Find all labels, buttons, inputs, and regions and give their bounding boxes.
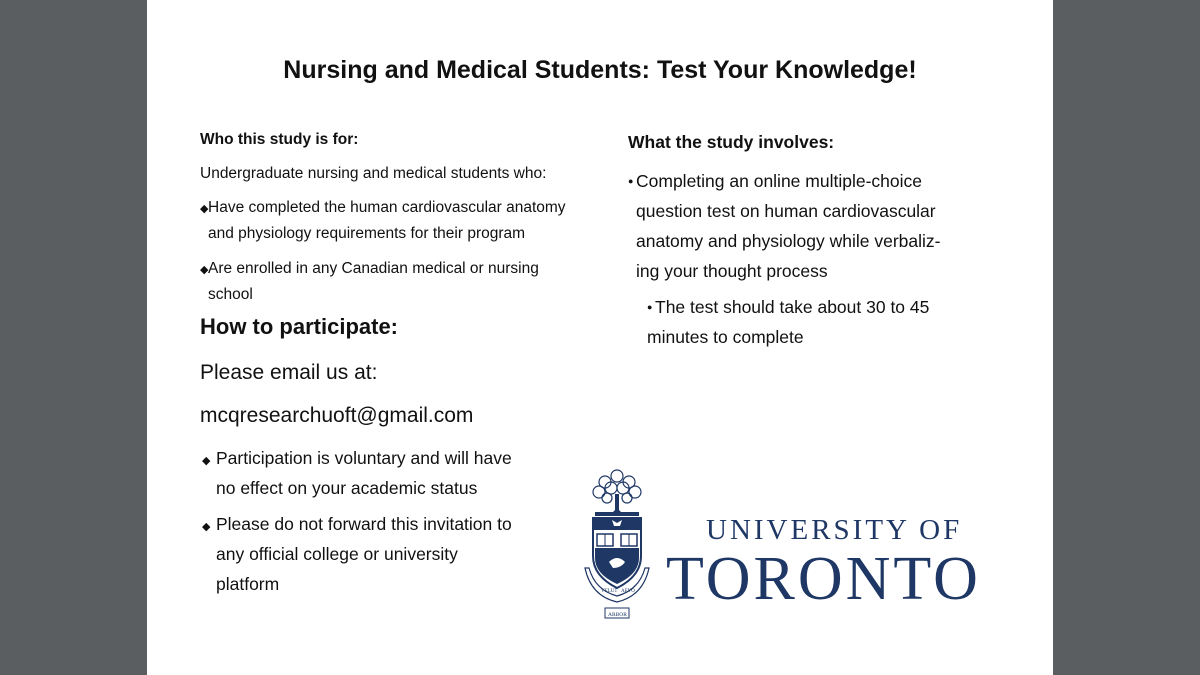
who-intro: Undergraduate nursing and medical students who: — [200, 165, 547, 182]
dot-bullet-icon: ● — [647, 302, 653, 312]
note-1-line1: Participation is voluntary and will have — [216, 448, 512, 468]
diamond-bullet-icon: ◆ — [202, 455, 211, 467]
note-2-line1: Please do not forward this invitation to — [216, 514, 512, 534]
note-2-line2: any official college or university — [216, 544, 458, 564]
motto-right: AEVO — [621, 589, 635, 594]
who-item-2-line2: school — [208, 286, 253, 303]
logo-university-of: UNIVERSITY OF — [706, 514, 963, 546]
motto-left: VELUT — [601, 589, 618, 594]
diamond-bullet-icon: ◆ — [200, 203, 209, 215]
involves-heading: What the study involves: — [628, 132, 835, 152]
involves-item-line2: question test on human cardiovascular — [636, 201, 936, 221]
involves-item-line4: ing your thought process — [636, 261, 828, 281]
involves-item-line3: anatomy and physiology while verbaliz- — [636, 231, 941, 251]
who-item-1-line1: Have completed the human cardiovascular anatomy — [208, 199, 566, 216]
involves-subitem-line2: minutes to complete — [647, 327, 804, 347]
dot-bullet-icon: ● — [628, 176, 634, 186]
who-item-1-line2: and physiology requirements for their program — [208, 225, 526, 242]
logo-toronto: TORONTO — [666, 545, 981, 613]
involves-item-line1: Completing an online multiple-choice — [636, 171, 922, 191]
flyer-title: Nursing and Medical Students: Test Your Knowledge! — [283, 56, 917, 84]
university-crest-icon — [581, 468, 653, 628]
note-1-line2: no effect on your academic status — [216, 478, 478, 498]
how-heading: How to participate: — [200, 314, 399, 339]
diamond-bullet-icon: ◆ — [202, 521, 211, 533]
who-heading: Who this study is for: — [200, 131, 359, 148]
email-prompt: Please email us at: — [200, 361, 378, 384]
who-item-2-line1: Are enrolled in any Canadian medical or nursing — [208, 260, 539, 277]
flyer-page — [147, 0, 1053, 675]
contact-email[interactable]: mcqresearchuoft@gmail.com — [200, 404, 474, 427]
involves-subitem-line1: The test should take about 30 to 45 — [655, 297, 930, 317]
diamond-bullet-icon: ◆ — [200, 264, 209, 276]
motto-bottom: ARBOR — [608, 612, 627, 618]
note-2-line3: platform — [216, 574, 280, 594]
